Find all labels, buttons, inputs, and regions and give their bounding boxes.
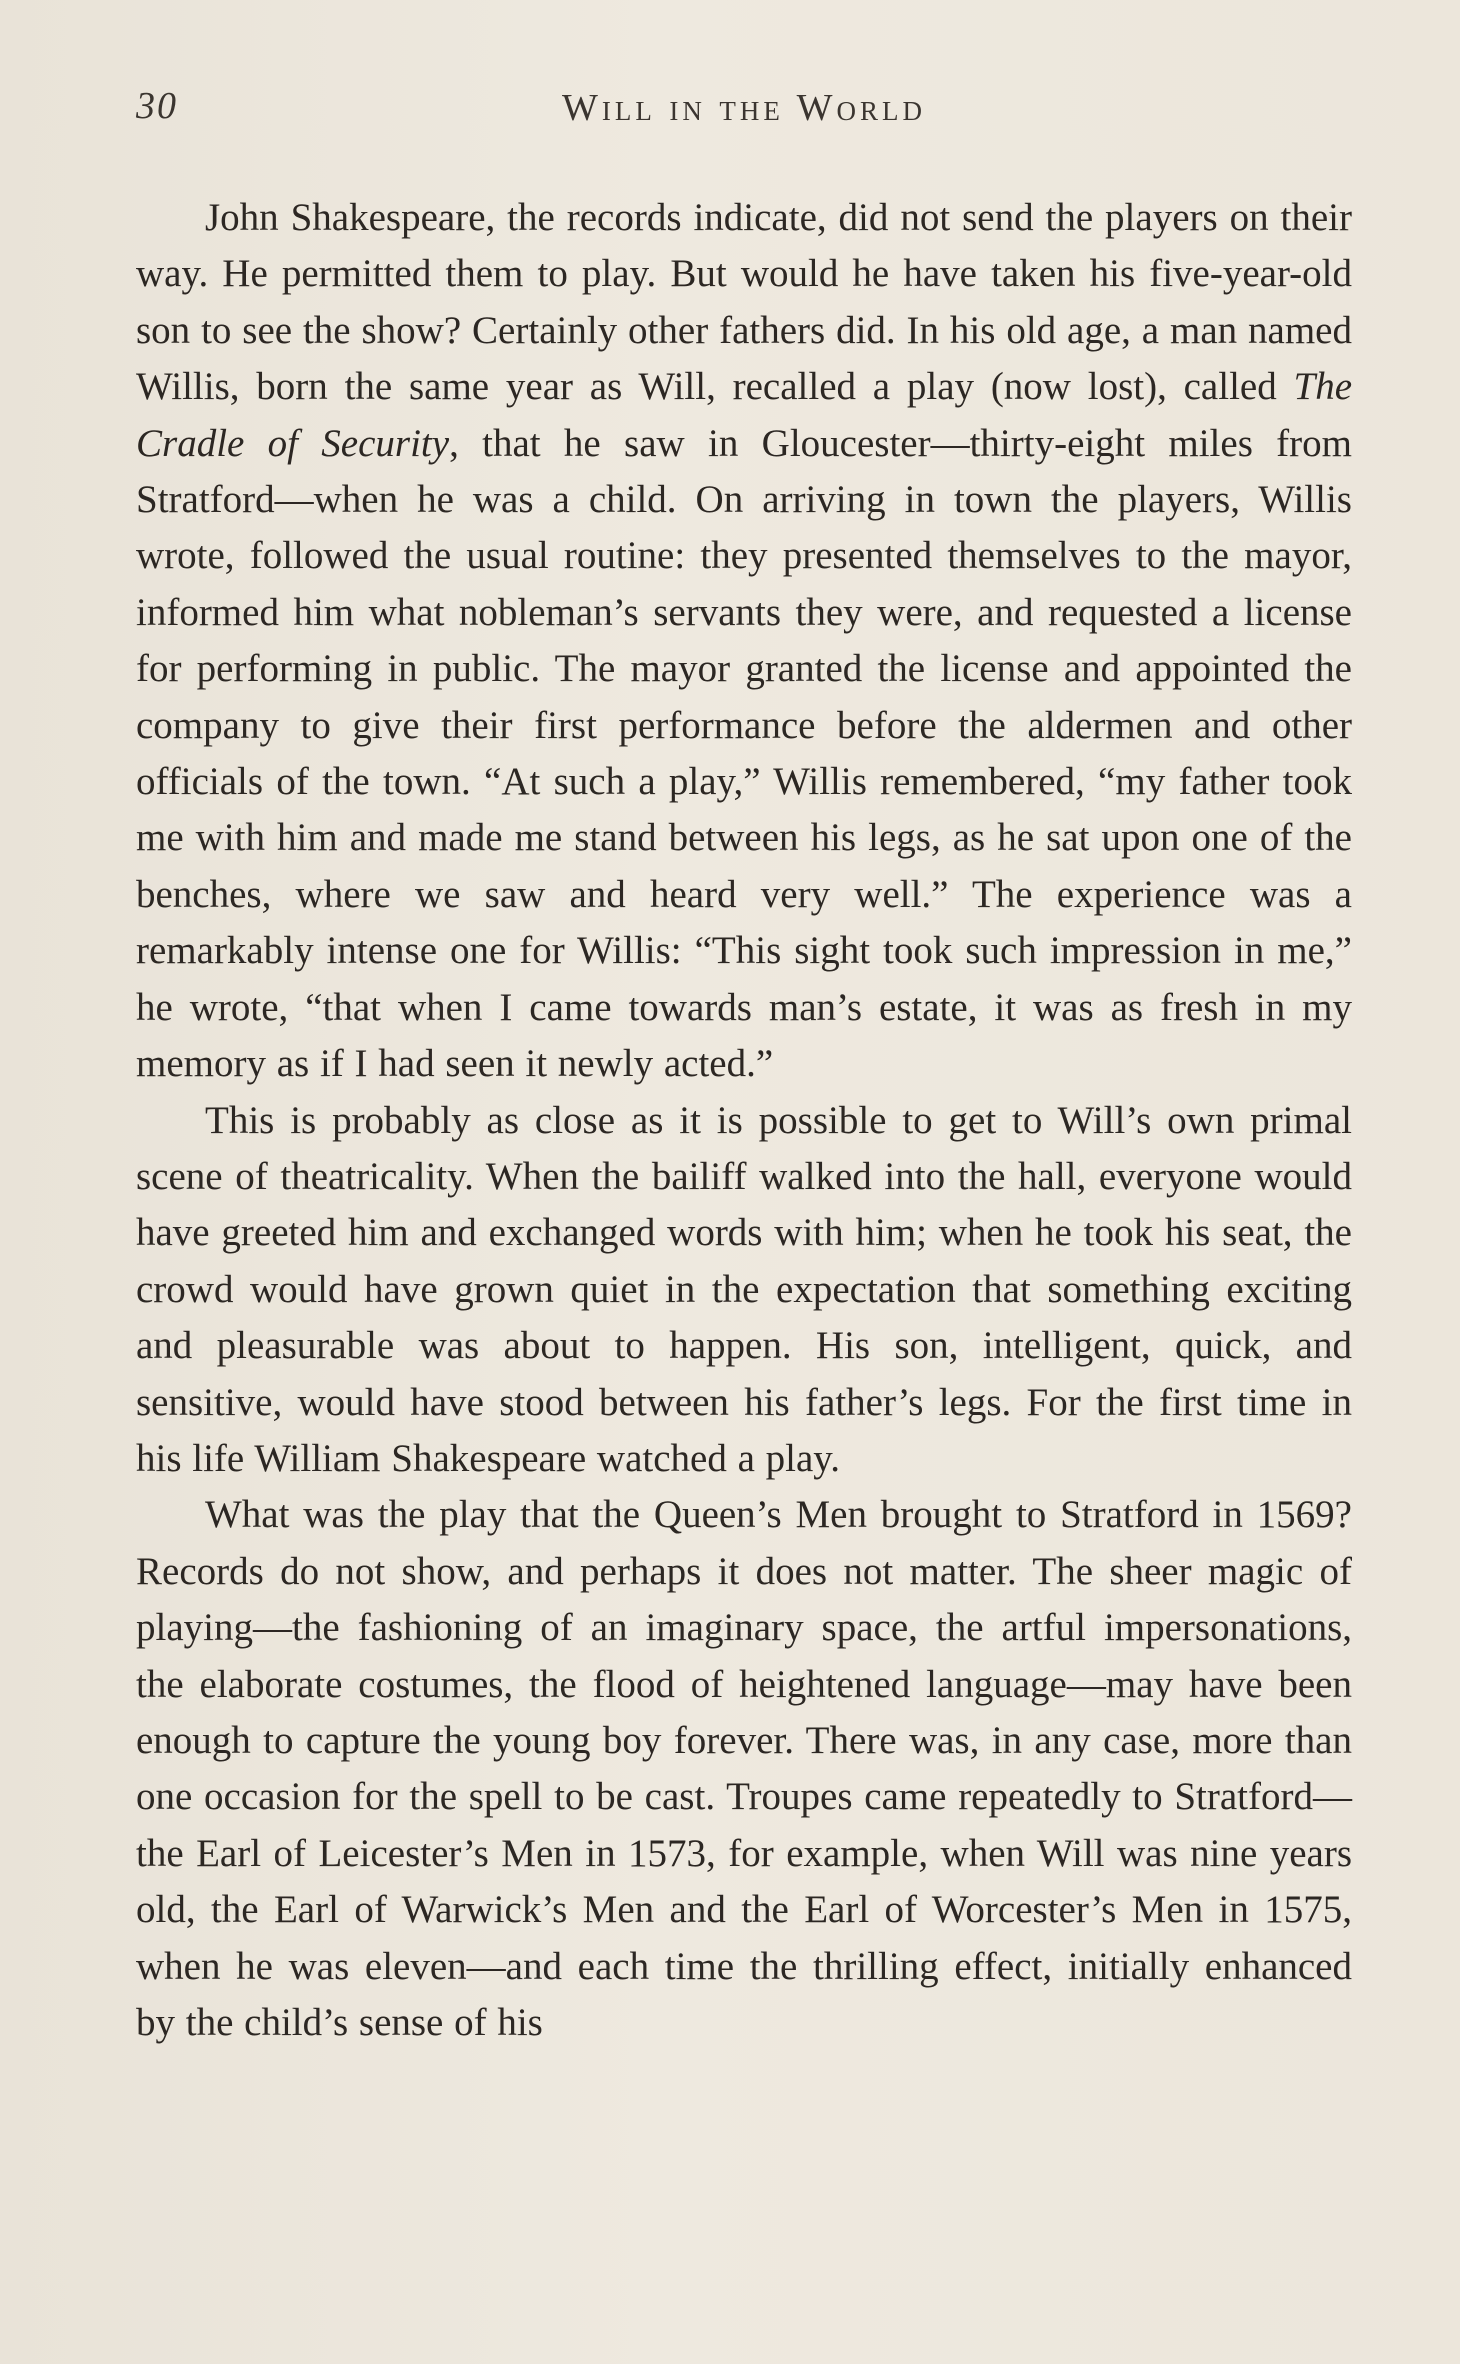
body-text — [136, 190, 1352, 2051]
running-title: Will in the World — [562, 87, 926, 129]
running-head — [136, 0, 1352, 230]
paragraph — [136, 1093, 1352, 1488]
page-number: 30 — [136, 85, 178, 127]
text-run: What was the play that the Queen’s Men brought to Stratford in 1569? Records do not show, and perhaps it does not matter. The sheer magic of playing—the fashioning of an imaginary space, the artful impersonations, the elaborate costumes, the flood of heightened language—may have been enough to capture the young boy forever. There was, in any case, more than one occasion for the spell to be cast. Troupes came repeatedly to Stratford—the Earl of Leicester’s Men in 1573, for example, when Will was nine years old, the Earl of Warwick’s Men and the Earl of Worcester’s Men in 1575, when he was eleven—and each time the thrilling effect, initially enhanced by the child’s sense of his — [136, 1493, 1352, 2044]
paragraph — [136, 1487, 1352, 2051]
book-title-italic: The Cradle of Security — [136, 365, 1352, 465]
text-run: , that he saw in Gloucester—thirty-eight miles from Stratford—when he was a child. On arriving in town the players, Willis wrote, followed the usual routine: they presented themselves to the mayor, informed him what nobleman’s servants they were, and requested a license for performing in public. The mayor granted the license and appointed the company to give their first performance before the aldermen and other officials of the town. “At such a play,” Willis remembered, “my father took me with him and made me stand between his legs, as he sat upon one of the benches, where we saw and heard very well.” The experience was a remarkably intense one for Willis: “This sight took such impression in me,” he wrote, “that when I came towards man’s estate, it was as fresh in my memory as if I had seen it newly acted.” — [136, 421, 1352, 1086]
text-run: John Shakespeare, the records indicate, did not send the players on their way. He permitted them to play. But would he have taken his five-year-old son to see the show? Certainly other fathers did. In his old age, a man named Willis, born the same year as Will, recalled a play (now lost), called — [136, 196, 1352, 409]
paragraph — [136, 190, 1352, 1093]
text-run: This is probably as close as it is possible to get to Will’s own primal scene of theatricality. When the bailiff walked into the hall, everyone would have greeted him and exchanged words with him; when he took his seat, the crowd would have grown quiet in the expectation that something exciting and pleasurable was about to happen. His son, intelligent, quick, and sensitive, would have stood between his father’s legs. For the first time in his life William Shakespeare watched a play. — [136, 1098, 1352, 1480]
